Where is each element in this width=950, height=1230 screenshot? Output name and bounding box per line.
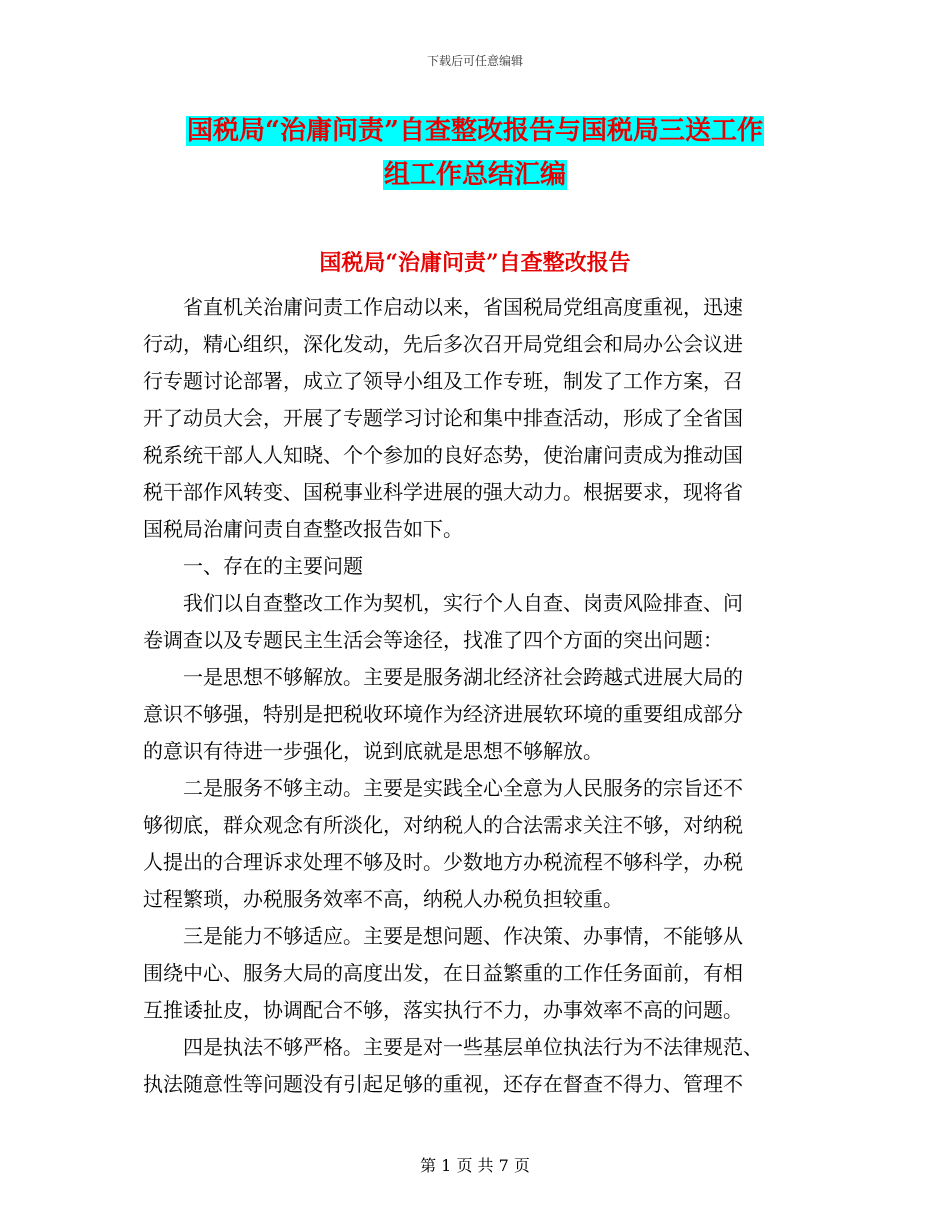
page-footer: 第 1 页 共 7 页	[420, 1156, 530, 1175]
document-title-line-1	[0, 113, 950, 149]
document-title-line-2-text: 组工作总结汇编	[383, 160, 566, 190]
paragraph-line: 国税局治庸问责自查整改报告如下。	[143, 517, 463, 541]
paragraph-line: 三是能力不够适应。主要是想问题、作决策、办事情，不能够从	[183, 924, 743, 948]
document-title-line-2	[0, 157, 950, 193]
paragraph-line: 一、存在的主要问题	[183, 554, 363, 578]
paragraph-line: 够彻底，群众观念有所淡化，对纳税人的合法需求关注不够，对纳税	[143, 813, 743, 837]
header-note: 下载后可任意编辑	[426, 54, 523, 68]
paragraph-line: 卷调查以及专题民主生活会等途径，找准了四个方面的突出问题：	[143, 628, 723, 652]
paragraph-line: 行动，精心组织，深化发动，先后多次召开局党组会和局办公会议进	[143, 332, 743, 356]
section-title: 国税局“治庸问责”自查整改报告	[319, 250, 631, 276]
paragraph-line: 围绕中心、服务大局的高度出发，在日益繁重的工作任务面前，有相	[143, 961, 743, 985]
paragraph-line: 的意识有待进一步强化，说到底就是思想不够解放。	[143, 739, 603, 763]
paragraph-line: 我们以自查整改工作为契机，实行个人自查、岗责风险排查、问	[183, 591, 743, 615]
paragraph-line: 执法随意性等问题没有引起足够的重视，还存在督查不得力、管理不	[143, 1072, 743, 1096]
paragraph-line: 过程繁琐，办税服务效率不高，纳税人办税负担较重。	[143, 887, 623, 911]
document-title-line-1-text: 国税局“治庸问责”自查整改报告与国税局三送工作	[187, 116, 763, 146]
paragraph-line: 开了动员大会，开展了专题学习讨论和集中排查活动，形成了全省国	[143, 406, 743, 430]
paragraph-line: 人提出的合理诉求处理不够及时。少数地方办税流程不够科学，办税	[143, 850, 743, 874]
paragraph-line: 一是思想不够解放。主要是服务湖北经济社会跨越式进展大局的	[183, 665, 743, 689]
paragraph-line: 税系统干部人人知晓、个个参加的良好态势，使治庸问责成为推动国	[143, 443, 743, 467]
paragraph-line: 省直机关治庸问责工作启动以来，省国税局党组高度重视，迅速	[183, 295, 743, 319]
paragraph-line: 四是执法不够严格。主要是对一些基层单位执法行为不法律规范、	[183, 1035, 763, 1059]
paragraph-line: 二是服务不够主动。主要是实践全心全意为人民服务的宗旨还不	[183, 776, 743, 800]
paragraph-line: 税干部作风转变、国税事业科学进展的强大动力。根据要求，现将省	[143, 480, 743, 504]
paragraph-line: 行专题讨论部署，成立了领导小组及工作专班，制发了工作方案，召	[143, 369, 743, 393]
paragraph-line: 意识不够强，特别是把税收环境作为经济进展软环境的重要组成部分	[143, 702, 743, 726]
paragraph-line: 互推诿扯皮，协调配合不够，落实执行不力，办事效率不高的问题。	[143, 998, 743, 1022]
